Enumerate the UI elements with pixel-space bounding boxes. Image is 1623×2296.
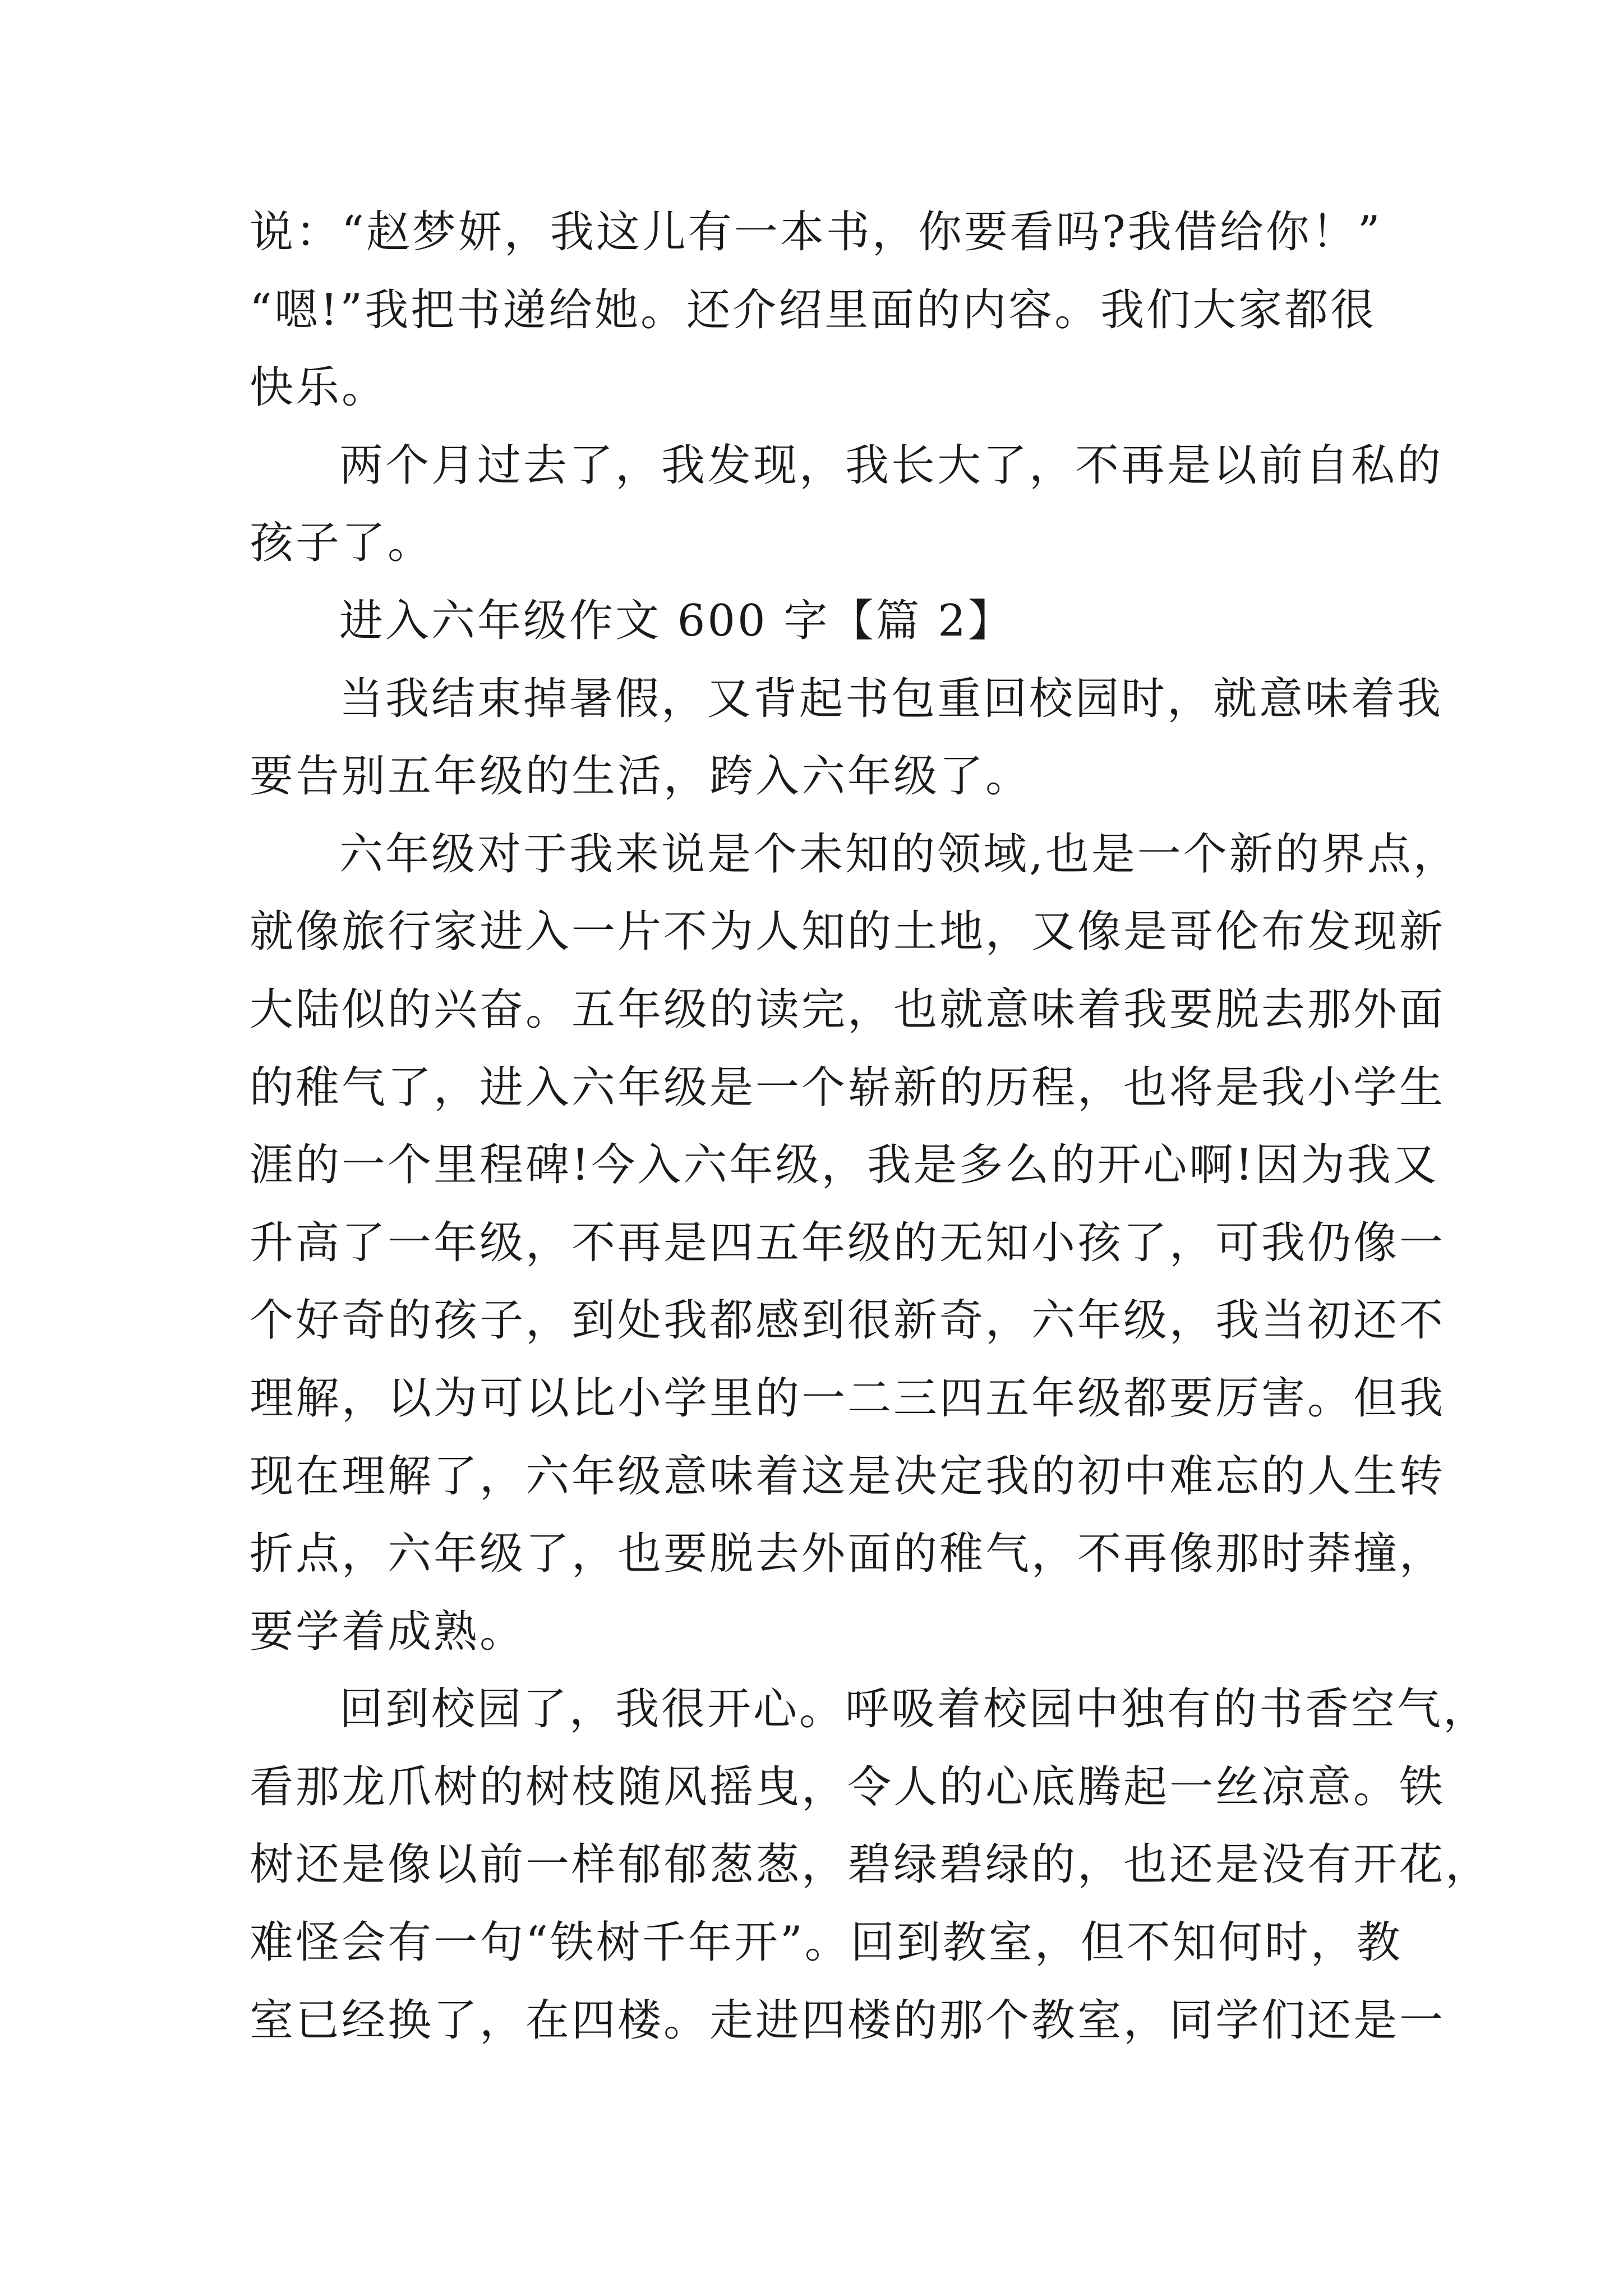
text-line: 的稚气了，进入六年级是一个崭新的历程，也将是我小学生 [250,1062,1446,1113]
text-line: 升高了一年级，不再是四五年级的无知小孩了，可我仍像一 [250,1217,1446,1268]
text-line: 说：“赵梦妍，我这儿有一本书，你要看吗?我借给你！” [250,207,1382,257]
essay-text-body [250,194,1492,2059]
text-line: 两个月过去了，我发现，我长大了，不再是以前自私的 [339,440,1444,491]
text-line: 难怪会有一句“铁树千年开”。回到教室，但不知何时，教 [250,1917,1403,1968]
text-line: 要学着成熟。 [250,1606,526,1657]
text-line: 回到校园了，我很开心。呼吸着校园中独有的书香空气， [339,1684,1490,1735]
text-line: 折点，六年级了，也要脱去外面的稚气，不再像那时莽撞， [250,1529,1446,1580]
text-line: 看那龙爪树的树枝随风摇曳，令人的心底腾起一丝凉意。铁 [250,1761,1446,1812]
text-line: 进入六年级作文 600 字【篇 2】 [339,595,1014,646]
text-line: “嗯!”我把书递给她。还介绍里面的内容。我们大家都很 [250,284,1377,335]
text-line: 孩子了。 [250,518,434,569]
text-line: 快乐。 [250,362,388,413]
text-line: 现在理解了，六年级意味着这是决定我的初中难忘的人生转 [250,1451,1446,1502]
text-line: 大陆似的兴奋。五年级的读完，也就意味着我要脱去那外面 [250,984,1446,1035]
text-line: 室已经换了，在四楼。走进四楼的那个教室，同学们还是一 [250,1995,1446,2046]
text-line: 理解，以为可以比小学里的一二三四五年级都要厉害。但我 [250,1373,1446,1424]
text-line: 六年级对于我来说是个未知的领域,也是一个新的界点， [339,829,1459,880]
text-line: 就像旅行家进入一片不为人知的土地，又像是哥伦布发现新 [250,907,1446,958]
text-line: 当我结束掉暑假，又背起书包重回校园时，就意味着我 [339,673,1444,724]
text-line: 涯的一个里程碑!今入六年级，我是多么的开心啊!因为我又 [250,1140,1439,1191]
text-line: 个好奇的孩子，到处我都感到很新奇，六年级，我当初还不 [250,1295,1446,1346]
text-line: 要告别五年级的生活，跨入六年级了。 [250,751,1032,802]
text-line: 树还是像以前一样郁郁葱葱，碧绿碧绿的，也还是没有开花， [250,1839,1492,1890]
